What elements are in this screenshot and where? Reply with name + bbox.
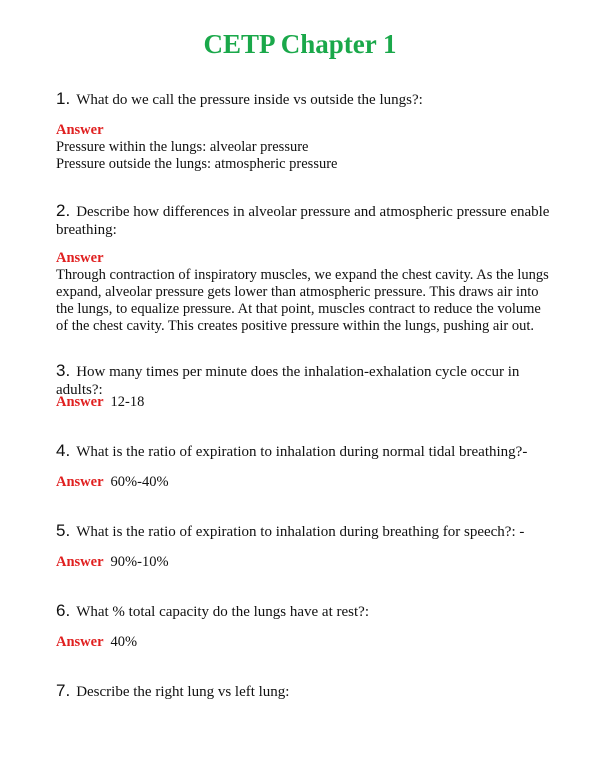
answer-value: 60%-40%	[110, 474, 169, 490]
question-text: What % total capacity do the lungs have at rest?:	[76, 604, 369, 620]
question-5	[56, 522, 556, 541]
question-number: 2.	[56, 201, 71, 220]
page-title: CETP Chapter 1	[203, 29, 397, 59]
question-text: Describe the right lung vs left lung:	[76, 684, 290, 700]
answer-line: Pressure outside the lungs: atmospheric pressure	[56, 156, 338, 172]
answer-value: 12-18	[110, 394, 145, 410]
question-7	[56, 682, 556, 701]
question-text: Describe how differences in alveolar pressure and atmospheric pressure enable breathing:	[56, 204, 550, 238]
answer-label: Answer	[56, 554, 104, 570]
answer-2	[56, 250, 556, 335]
answer-label: Answer	[56, 250, 104, 266]
question-number: 3.	[56, 361, 71, 380]
answer-line: Pressure within the lungs: alveolar pressure	[56, 139, 309, 155]
question-text: What is the ratio of expiration to inhalation during breathing for speech?: -	[76, 524, 525, 540]
answer-label: Answer	[56, 474, 104, 490]
answer-value: 40%	[110, 634, 138, 650]
answer-value: 90%-10%	[110, 554, 169, 570]
question-number: 1.	[56, 89, 71, 108]
question-number: 4.	[56, 441, 71, 460]
question-text: How many times per minute does the inhalation-exhalation cycle occur in adults?:	[56, 364, 520, 398]
question-text: What do we call the pressure inside vs outside the lungs?:	[76, 92, 423, 108]
answer-paragraph: Through contraction of inspiratory muscles, we expand the chest cavity. As the lungs expand, alveolar pressure gets lower than atmospheric pressure. This draws air into the lungs, to equalize pressure. At that point, muscles contract to reduce the volume of the chest cavity. This creates positive pressure within the lungs, pushing air out.	[56, 267, 549, 334]
answer-label: Answer	[56, 394, 104, 410]
question-text: What is the ratio of expiration to inhalation during normal tidal breathing?-	[76, 444, 528, 460]
question-6	[56, 602, 556, 621]
question-number: 6.	[56, 601, 71, 620]
answer-3	[56, 394, 556, 411]
question-1	[56, 90, 556, 109]
answer-6	[56, 634, 556, 651]
question-4	[56, 442, 556, 461]
question-2	[56, 202, 556, 239]
question-number: 7.	[56, 681, 71, 700]
answer-label: Answer	[56, 122, 104, 138]
answer-5	[56, 554, 556, 571]
question-number: 5.	[56, 521, 71, 540]
answer-4	[56, 474, 556, 491]
answer-label: Answer	[56, 634, 104, 650]
answer-1	[56, 122, 556, 173]
